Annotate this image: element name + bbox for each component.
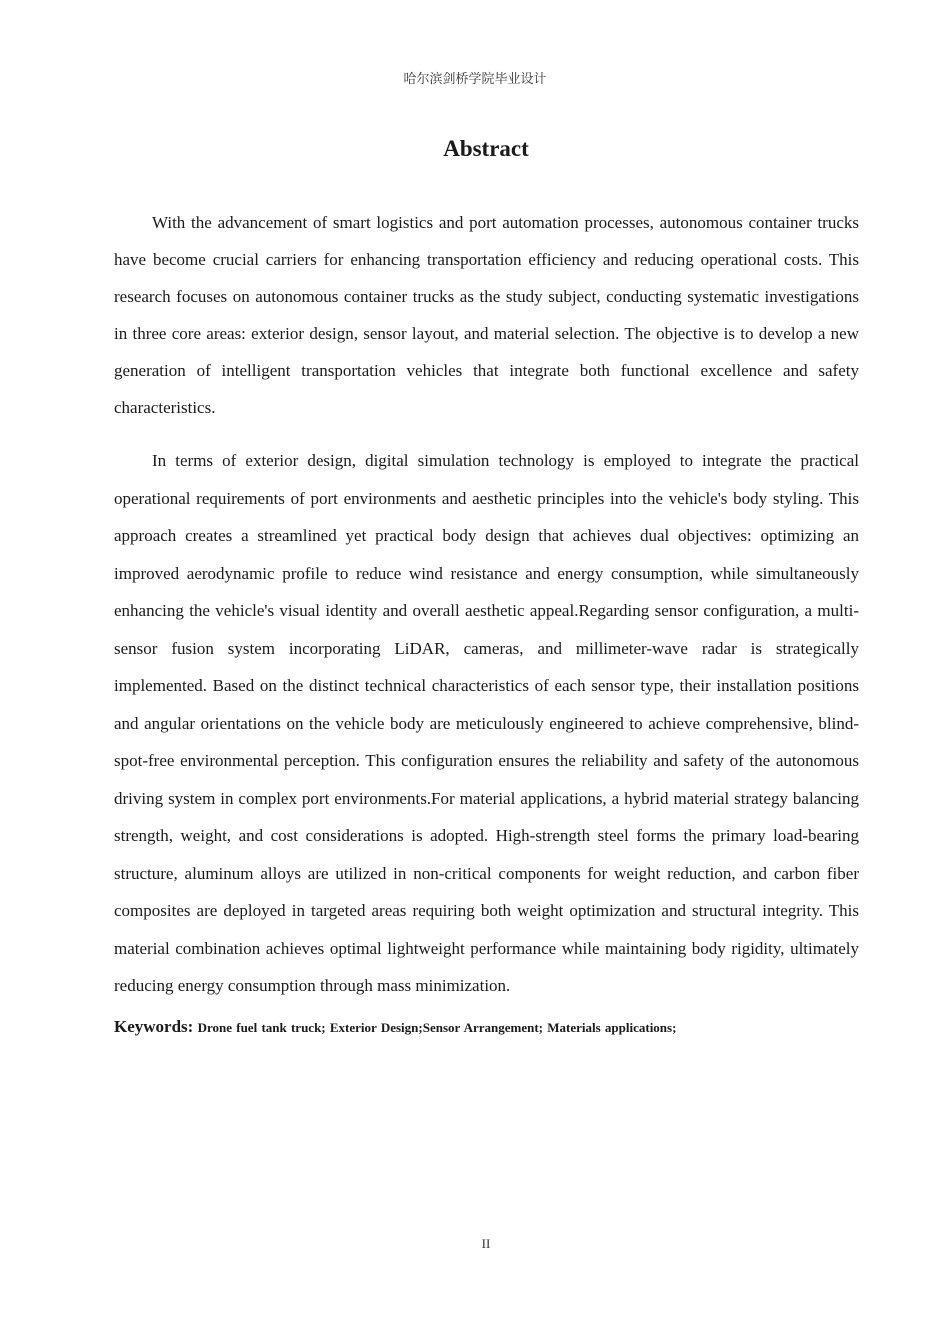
abstract-body	[114, 204, 859, 1040]
running-header: 哈尔滨剑桥学院毕业设计	[403, 72, 547, 87]
abstract-paragraph-1: With the advancement of smart logistics and port automation processes, autonomous container trucks have become crucial carriers for enhancing transportation efficiency and reducing operational costs. This research focuses on autonomous container trucks as the study subject, conducting systematic investigations in three core areas: exterior design, sensor layout, and material selection. The objective is to develop a new generation of intelligent transportation vehicles that integrate both functional excellence and safety characteristics.	[114, 213, 859, 417]
keywords-line	[114, 1015, 859, 1040]
abstract-title: Abstract	[443, 136, 529, 161]
keywords-label: Keywords:	[114, 1016, 194, 1036]
page-number: II	[481, 1236, 491, 1251]
keywords-text: Drone fuel tank truck; Exterior Design;Sensor Arrangement; Materials applications;	[197, 1019, 677, 1035]
abstract-paragraph-2: In terms of exterior design, digital simulation technology is employed to integrate the practical operational requirements of port environments and aesthetic principles into the vehicle's body styling. This approach creates a streamlined yet practical body design that achieves dual objectives: optimizing an improved aerodynamic profile to reduce wind resistance and energy consumption, while simultaneously enhancing the vehicle's visual identity and overall aesthetic appeal.Regarding sensor configuration, a multi-sensor fusion system incorporating LiDAR, cameras, and millimeter-wave radar is strategically implemented. Based on the distinct technical characteristics of each sensor type, their installation positions and angular orientations on the vehicle body are meticulously engineered to achieve comprehensive, blind-spot-free environmental perception. This configuration ensures the reliability and safety of the autonomous driving system in complex port environments.For material applications, a hybrid material strategy balancing strength, weight, and cost considerations is adopted. High-strength steel forms the primary load-bearing structure, aluminum alloys are utilized in non-critical components for weight reduction, and carbon fiber composites are deployed in targeted areas requiring both weight optimization and structural integrity. This material combination achieves optimal lightweight performance while maintaining body rigidity, ultimately reducing energy consumption through mass minimization.	[114, 451, 859, 995]
